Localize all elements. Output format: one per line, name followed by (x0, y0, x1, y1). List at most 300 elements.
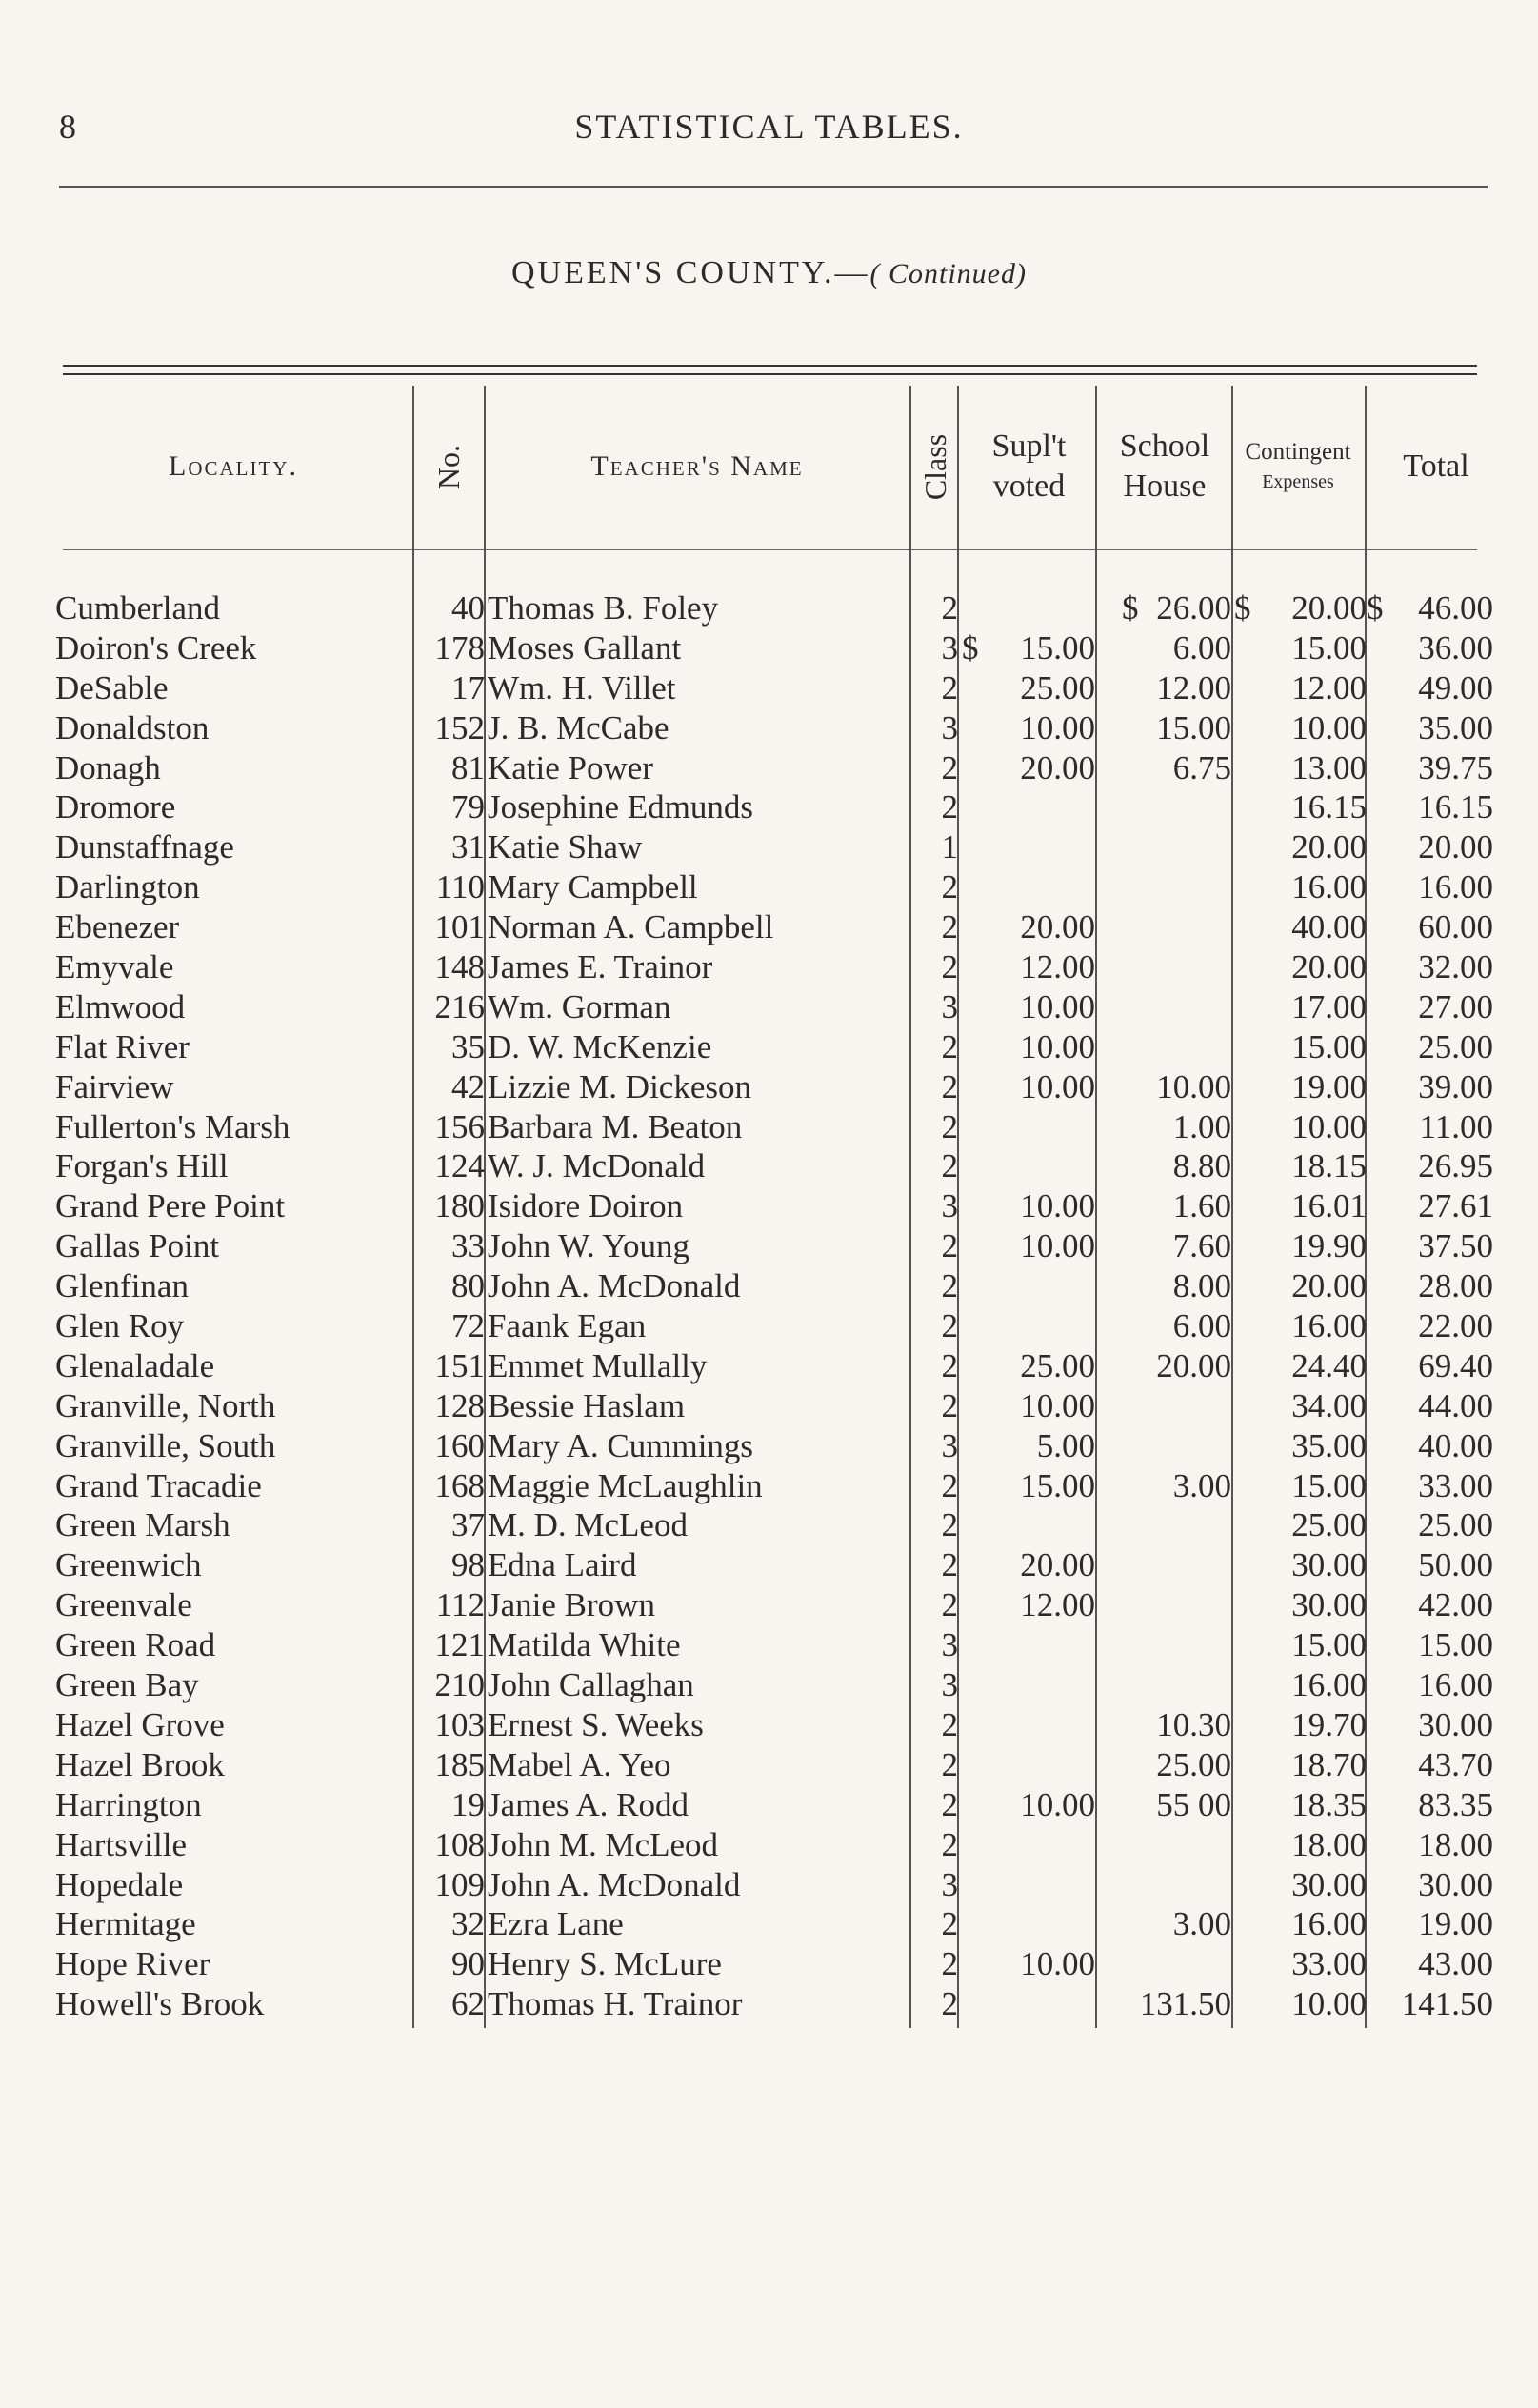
table-row (0, 708, 1538, 748)
number-cell: 160 (434, 1426, 485, 1464)
locality-cell: Grand Pere Point (55, 1187, 286, 1225)
table-body (0, 588, 1538, 2024)
supl-voted-cell: 12.00 (1020, 948, 1095, 986)
teacher-name-cell: Josephine Edmunds (488, 788, 754, 826)
number-cell: 37 (451, 1506, 485, 1544)
locality-cell: Fairview (55, 1067, 174, 1105)
total-cell: 36.00 (1418, 628, 1493, 667)
teacher-name-cell: M. D. McLeod (488, 1506, 688, 1544)
school-house-cell: 20.00 (1156, 1346, 1231, 1384)
locality-cell: Howell's Brook (55, 1985, 265, 2023)
header-teacher-name: Teacher's Name (590, 450, 804, 482)
table-top-rule (63, 365, 1477, 367)
currency-sign: $ (1122, 589, 1139, 627)
number-cell: 185 (434, 1745, 485, 1783)
contingent-cell: 16.15 (1291, 788, 1367, 826)
total-cell: 30.00 (1418, 1705, 1493, 1743)
contingent-cell: 10.00 (1291, 708, 1367, 746)
locality-cell: Gallas Point (55, 1227, 220, 1265)
supl-voted-cell: 15.00 (1020, 628, 1095, 667)
teacher-name-cell: James A. Rodd (488, 1785, 689, 1823)
total-cell: 40.00 (1418, 1426, 1493, 1464)
school-house-cell: 1.00 (1172, 1107, 1231, 1145)
class-cell: 2 (941, 1107, 958, 1145)
teacher-name-cell: John M. McLeod (488, 1825, 719, 1863)
supl-voted-cell: 12.00 (1020, 1586, 1095, 1624)
total-cell: 30.00 (1418, 1865, 1493, 1903)
locality-cell: Hazel Grove (55, 1705, 225, 1743)
header-bottom-rule (63, 549, 1477, 550)
teacher-name-cell: Edna Laird (488, 1546, 637, 1584)
number-cell: 98 (451, 1546, 485, 1584)
school-house-cell: 6.75 (1172, 748, 1231, 786)
contingent-cell: 15.00 (1291, 628, 1367, 667)
header-total: Total (1403, 448, 1469, 484)
class-cell: 2 (941, 1506, 958, 1544)
locality-cell: Emyvale (55, 948, 174, 986)
locality-cell: Cumberland (55, 589, 221, 627)
teacher-name-cell: Ernest S. Weeks (488, 1705, 704, 1743)
number-cell: 35 (451, 1027, 485, 1065)
contingent-cell: 34.00 (1291, 1386, 1367, 1424)
contingent-cell: 16.00 (1291, 1307, 1367, 1345)
table-row (0, 1745, 1538, 1785)
school-house-cell: 10.00 (1156, 1067, 1231, 1105)
subtitle-continued: ( Continued) (869, 258, 1027, 289)
contingent-cell: 30.00 (1291, 1586, 1367, 1624)
contingent-cell: 20.00 (1291, 828, 1367, 866)
teacher-name-cell: D. W. McKenzie (488, 1027, 712, 1065)
school-house-cell: 1.60 (1172, 1187, 1231, 1225)
contingent-cell: 30.00 (1291, 1546, 1367, 1584)
locality-cell: Green Road (55, 1626, 216, 1664)
number-cell: 17 (451, 668, 485, 706)
number-cell: 124 (434, 1147, 485, 1185)
class-cell: 3 (941, 1626, 958, 1664)
total-cell: 44.00 (1418, 1386, 1493, 1424)
header-school-house (1098, 386, 1231, 547)
table-row (0, 1865, 1538, 1905)
locality-cell: Dunstaffnage (55, 828, 234, 866)
total-cell: 32.00 (1418, 948, 1493, 986)
class-cell: 3 (941, 1187, 958, 1225)
table-row (0, 1346, 1538, 1386)
teacher-name-cell: Moses Gallant (488, 628, 682, 667)
table-row (0, 1825, 1538, 1865)
header-no-label: No. (431, 444, 467, 489)
total-cell: 35.00 (1418, 708, 1493, 746)
total-cell: 141.50 (1401, 1985, 1493, 2023)
locality-cell: Greenvale (55, 1586, 192, 1624)
total-cell: 83.35 (1418, 1785, 1493, 1823)
table-subtitle (0, 255, 1538, 291)
number-cell: 112 (435, 1586, 485, 1624)
header-supl-line1: Supl't (991, 428, 1067, 464)
locality-cell: Hermitage (55, 1905, 196, 1943)
supl-voted-cell: 25.00 (1020, 668, 1095, 706)
school-house-cell: 3.00 (1172, 1905, 1231, 1943)
locality-cell: Donaldston (55, 708, 210, 746)
contingent-cell: 19.90 (1291, 1227, 1367, 1265)
locality-cell: Elmwood (55, 987, 186, 1025)
header-class (912, 386, 960, 547)
teacher-name-cell: Mary Campbell (488, 868, 698, 906)
class-cell: 2 (941, 788, 958, 826)
contingent-cell: 18.15 (1291, 1147, 1367, 1185)
contingent-cell: 17.00 (1291, 987, 1367, 1025)
contingent-cell: 16.00 (1291, 868, 1367, 906)
locality-cell: Ebenezer (55, 908, 180, 946)
teacher-name-cell: Faank Egan (488, 1307, 647, 1345)
supl-voted-cell: 10.00 (1020, 1785, 1095, 1823)
table-row (0, 1386, 1538, 1426)
page-title: STATISTICAL TABLES. (574, 108, 964, 146)
table-row (0, 1505, 1538, 1545)
total-cell: 25.00 (1418, 1506, 1493, 1544)
class-cell: 3 (941, 1666, 958, 1704)
school-house-cell: 10.30 (1156, 1705, 1231, 1743)
supl-voted-cell: 10.00 (1020, 1187, 1095, 1225)
class-cell: 3 (941, 1865, 958, 1903)
total-cell: 16.00 (1418, 868, 1493, 906)
table-row (0, 1705, 1538, 1745)
class-cell: 3 (941, 708, 958, 746)
header-locality: Locality. (169, 450, 298, 482)
supl-voted-cell: 20.00 (1020, 908, 1095, 946)
class-cell: 2 (941, 1985, 958, 2023)
teacher-name-cell: Katie Shaw (488, 828, 643, 866)
locality-cell: Darlington (55, 868, 200, 906)
class-cell: 2 (941, 1027, 958, 1065)
number-cell: 101 (434, 908, 485, 946)
school-house-cell: 6.00 (1172, 628, 1231, 667)
teacher-name-cell: Thomas B. Foley (488, 589, 719, 627)
title-rule (59, 186, 1488, 188)
total-cell: 33.00 (1418, 1466, 1493, 1504)
table-row (0, 1226, 1538, 1266)
table-row (0, 987, 1538, 1027)
school-house-cell: 55 00 (1156, 1785, 1231, 1823)
teacher-name-cell: J. B. McCabe (488, 708, 669, 746)
currency-sign: $ (962, 628, 979, 667)
locality-cell: Green Marsh (55, 1506, 230, 1544)
contingent-cell: 18.00 (1291, 1825, 1367, 1863)
contingent-cell: 30.00 (1291, 1865, 1367, 1903)
number-cell: 148 (434, 948, 485, 986)
currency-sign: $ (1234, 589, 1251, 627)
locality-cell: Grand Tracadie (55, 1466, 262, 1504)
school-house-cell: 12.00 (1156, 668, 1231, 706)
total-cell: 42.00 (1418, 1586, 1493, 1624)
class-cell: 2 (941, 1745, 958, 1783)
school-house-cell: 3.00 (1172, 1466, 1231, 1504)
header-contingent-expenses (1231, 386, 1365, 547)
locality-cell: Granville, North (55, 1386, 276, 1424)
locality-cell: Dromore (55, 788, 176, 826)
school-house-cell: 8.80 (1172, 1147, 1231, 1185)
teacher-name-cell: Norman A. Campbell (488, 908, 774, 946)
total-cell: 27.00 (1418, 987, 1493, 1025)
school-house-cell: 8.00 (1172, 1267, 1231, 1305)
locality-cell: Greenwich (55, 1546, 202, 1584)
supl-voted-cell: 10.00 (1020, 1945, 1095, 1983)
total-cell: 43.70 (1418, 1745, 1493, 1783)
teacher-name-cell: Wm. H. Villet (488, 668, 676, 706)
class-cell: 2 (941, 1705, 958, 1743)
teacher-name-cell: Maggie McLaughlin (488, 1466, 763, 1504)
contingent-cell: 16.00 (1291, 1666, 1367, 1704)
class-cell: 2 (941, 589, 958, 627)
number-cell: 62 (451, 1985, 485, 2023)
number-cell: 81 (451, 748, 485, 786)
table-row (0, 668, 1538, 708)
header-supl-voted (960, 386, 1098, 547)
supl-voted-cell: 5.00 (1036, 1426, 1095, 1464)
number-cell: 156 (434, 1107, 485, 1145)
class-cell: 2 (941, 908, 958, 946)
teacher-name-cell: Wm. Gorman (488, 987, 671, 1025)
teacher-name-cell: Lizzie M. Dickeson (488, 1067, 751, 1105)
table-row (0, 1027, 1538, 1067)
class-cell: 3 (941, 1426, 958, 1464)
contingent-cell: 20.00 (1291, 1267, 1367, 1305)
total-cell: 39.00 (1418, 1067, 1493, 1105)
locality-cell: Hazel Brook (55, 1745, 225, 1783)
class-cell: 2 (941, 1067, 958, 1105)
number-cell: 33 (451, 1227, 485, 1265)
contingent-cell: 20.00 (1291, 589, 1367, 627)
school-house-cell: 15.00 (1156, 708, 1231, 746)
number-cell: 168 (434, 1466, 485, 1504)
teacher-name-cell: John A. McDonald (488, 1865, 741, 1903)
class-cell: 2 (941, 868, 958, 906)
currency-sign: $ (1367, 589, 1384, 627)
number-cell: 180 (434, 1187, 485, 1225)
teacher-name-cell: Barbara M. Beaton (488, 1107, 743, 1145)
table-row (0, 1904, 1538, 1944)
teacher-name-cell: John Callaghan (488, 1666, 694, 1704)
teacher-name-cell: James E. Trainor (488, 948, 713, 986)
contingent-cell: 18.35 (1291, 1785, 1367, 1823)
number-cell: 110 (435, 868, 485, 906)
contingent-cell: 16.00 (1291, 1905, 1367, 1943)
locality-cell: DeSable (55, 668, 169, 706)
supl-voted-cell: 20.00 (1020, 748, 1095, 786)
teacher-name-cell: Bessie Haslam (488, 1386, 686, 1424)
total-cell: 16.00 (1418, 1666, 1493, 1704)
supl-voted-cell: 10.00 (1020, 1027, 1095, 1065)
number-cell: 216 (434, 987, 485, 1025)
total-cell: 16.15 (1418, 788, 1493, 826)
class-cell: 2 (941, 1825, 958, 1863)
locality-cell: Forgan's Hill (55, 1147, 229, 1185)
class-cell: 2 (941, 1466, 958, 1504)
teacher-name-cell: John A. McDonald (488, 1267, 741, 1305)
table-row (0, 1067, 1538, 1107)
school-house-cell: 26.00 (1156, 589, 1231, 627)
number-cell: 178 (434, 628, 485, 667)
table-row (0, 867, 1538, 907)
supl-voted-cell: 10.00 (1020, 1067, 1095, 1105)
number-cell: 80 (451, 1267, 485, 1305)
supl-voted-cell: 15.00 (1020, 1466, 1095, 1504)
class-cell: 3 (941, 987, 958, 1025)
class-cell: 2 (941, 1346, 958, 1384)
locality-cell: Donagh (55, 748, 161, 786)
header-supl-line2: voted (992, 468, 1066, 504)
teacher-name-cell: Matilda White (488, 1626, 681, 1664)
class-cell: 2 (941, 1307, 958, 1345)
total-cell: 49.00 (1418, 668, 1493, 706)
table-row (0, 1466, 1538, 1506)
contingent-cell: 40.00 (1291, 908, 1367, 946)
header-class-label: Class (918, 433, 953, 500)
supl-voted-cell: 25.00 (1020, 1346, 1095, 1384)
contingent-cell: 13.00 (1291, 748, 1367, 786)
contingent-cell: 15.00 (1291, 1466, 1367, 1504)
total-cell: 37.50 (1418, 1227, 1493, 1265)
table-row (0, 787, 1538, 827)
school-house-cell: 131.50 (1139, 1985, 1231, 2023)
number-cell: 31 (451, 828, 485, 866)
table-row (0, 1984, 1538, 2024)
table-row (0, 907, 1538, 947)
header-contingent-line1: Contingent (1245, 438, 1351, 465)
class-cell: 2 (941, 668, 958, 706)
table-row (0, 1146, 1538, 1186)
number-cell: 90 (451, 1945, 485, 1983)
total-cell: 60.00 (1418, 908, 1493, 946)
class-cell: 2 (941, 948, 958, 986)
teacher-name-cell: W. J. McDonald (488, 1147, 706, 1185)
class-cell: 2 (941, 1945, 958, 1983)
class-cell: 2 (941, 1386, 958, 1424)
school-house-cell: 25.00 (1156, 1745, 1231, 1783)
locality-cell: Glen Roy (55, 1307, 185, 1345)
total-cell: 22.00 (1418, 1307, 1493, 1345)
table-row (0, 1545, 1538, 1585)
teacher-name-cell: John W. Young (488, 1227, 690, 1265)
class-cell: 2 (941, 1586, 958, 1624)
contingent-cell: 19.00 (1291, 1067, 1367, 1105)
total-cell: 69.40 (1418, 1346, 1493, 1384)
teacher-name-cell: Ezra Lane (488, 1905, 624, 1943)
contingent-cell: 25.00 (1291, 1506, 1367, 1544)
number-cell: 108 (434, 1825, 485, 1863)
supl-voted-cell: 10.00 (1020, 987, 1095, 1025)
number-cell: 151 (434, 1346, 485, 1384)
total-cell: 28.00 (1418, 1267, 1493, 1305)
table-row (0, 1585, 1538, 1625)
table-top-rule-2 (63, 373, 1477, 375)
total-cell: 26.95 (1418, 1147, 1493, 1185)
total-cell: 46.00 (1418, 589, 1493, 627)
total-cell: 20.00 (1418, 828, 1493, 866)
number-cell: 79 (451, 788, 485, 826)
table-row (0, 628, 1538, 668)
supl-voted-cell: 10.00 (1020, 1386, 1095, 1424)
class-cell: 2 (941, 748, 958, 786)
supl-voted-cell: 10.00 (1020, 1227, 1095, 1265)
locality-cell: Fullerton's Marsh (55, 1107, 290, 1145)
total-cell: 27.61 (1418, 1187, 1493, 1225)
total-cell: 11.00 (1419, 1107, 1493, 1145)
class-cell: 2 (941, 1147, 958, 1185)
number-cell: 19 (451, 1785, 485, 1823)
number-cell: 42 (451, 1067, 485, 1105)
total-cell: 50.00 (1418, 1546, 1493, 1584)
table-row (0, 588, 1538, 628)
table-row (0, 1266, 1538, 1306)
contingent-cell: 33.00 (1291, 1945, 1367, 1983)
contingent-cell: 24.40 (1291, 1346, 1367, 1384)
header-no (416, 386, 483, 547)
contingent-cell: 16.01 (1291, 1187, 1367, 1225)
teacher-name-cell: Isidore Doiron (488, 1187, 684, 1225)
table-row (0, 1944, 1538, 1984)
locality-cell: Granville, South (55, 1426, 276, 1464)
contingent-cell: 19.70 (1291, 1705, 1367, 1743)
contingent-cell: 15.00 (1291, 1626, 1367, 1664)
table-row (0, 1785, 1538, 1825)
teacher-name-cell: Henry S. McLure (488, 1945, 722, 1983)
page-number: 8 (59, 108, 76, 146)
total-cell: 25.00 (1418, 1027, 1493, 1065)
total-cell: 15.00 (1418, 1626, 1493, 1664)
table-row (0, 1107, 1538, 1147)
table-row (0, 1306, 1538, 1346)
subtitle-county: QUEEN'S COUNTY.— (511, 255, 870, 290)
locality-cell: Green Bay (55, 1666, 199, 1704)
teacher-name-cell: Mabel A. Yeo (488, 1745, 671, 1783)
total-cell: 39.75 (1418, 748, 1493, 786)
contingent-cell: 10.00 (1291, 1985, 1367, 2023)
school-house-cell: 6.00 (1172, 1307, 1231, 1345)
table-row (0, 827, 1538, 867)
class-cell: 2 (941, 1785, 958, 1823)
teacher-name-cell: Katie Power (488, 748, 653, 786)
class-cell: 2 (941, 1267, 958, 1305)
header-school-line1: School (1119, 428, 1210, 464)
header-school-line2: House (1123, 468, 1207, 504)
number-cell: 109 (434, 1865, 485, 1903)
table-row (0, 748, 1538, 788)
table-row (0, 1665, 1538, 1705)
number-cell: 152 (434, 708, 485, 746)
number-cell: 128 (434, 1386, 485, 1424)
header-contingent-line2: Expenses (1262, 470, 1334, 492)
table-row (0, 1426, 1538, 1466)
number-cell: 32 (451, 1905, 485, 1943)
total-cell: 18.00 (1418, 1825, 1493, 1863)
locality-cell: Hopedale (55, 1865, 184, 1903)
total-cell: 19.00 (1418, 1905, 1493, 1943)
contingent-cell: 15.00 (1291, 1027, 1367, 1065)
class-cell: 3 (941, 628, 958, 667)
locality-cell: Harrington (55, 1785, 202, 1823)
class-cell: 2 (941, 1546, 958, 1584)
table-row (0, 947, 1538, 987)
teacher-name-cell: Mary A. Cummings (488, 1426, 754, 1464)
number-cell: 103 (434, 1705, 485, 1743)
teacher-name-cell: Janie Brown (488, 1586, 655, 1624)
teacher-name-cell: Thomas H. Trainor (488, 1985, 743, 2023)
contingent-cell: 35.00 (1291, 1426, 1367, 1464)
locality-cell: Hartsville (55, 1825, 188, 1863)
number-cell: 40 (451, 589, 485, 627)
number-cell: 121 (434, 1626, 485, 1664)
locality-cell: Glenaladale (55, 1346, 215, 1384)
